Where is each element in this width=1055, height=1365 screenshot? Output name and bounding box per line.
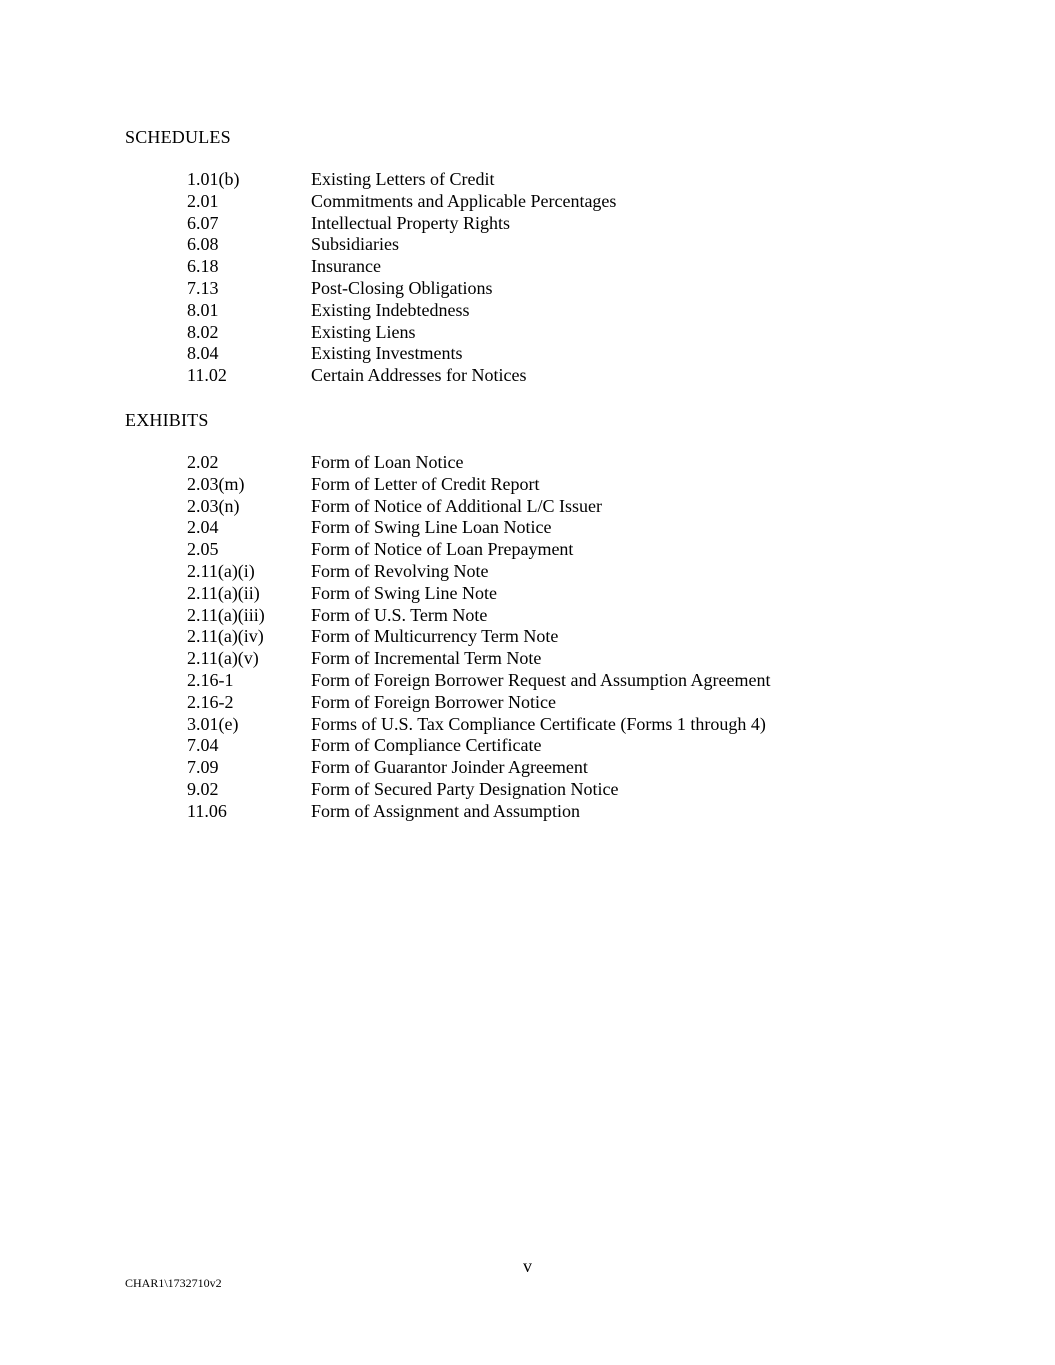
- exhibit-entry-title: Form of Foreign Borrower Notice: [311, 691, 556, 712]
- schedule-entry-number: 8.01: [187, 299, 219, 320]
- schedule-entry-title: Certain Addresses for Notices: [311, 365, 527, 386]
- schedule-entry-number: 11.02: [187, 365, 227, 386]
- schedule-entry-number: 6.08: [187, 234, 219, 255]
- exhibit-entry-number: 9.02: [187, 778, 219, 799]
- exhibit-entry-title: Form of Revolving Note: [311, 560, 489, 581]
- exhibit-entry-title: Form of Secured Party Designation Notice: [311, 778, 619, 799]
- exhibit-entry-title: Form of Compliance Certificate: [311, 735, 542, 756]
- schedule-entry-number: 2.01: [187, 190, 219, 211]
- exhibit-entry-number: 2.02: [187, 452, 219, 472]
- exhibit-entry-title: Form of Multicurrency Term Note: [311, 626, 559, 647]
- schedule-entry-title: Subsidiaries: [311, 234, 399, 255]
- exhibit-entry-title: Form of Notice of Loan Prepayment: [311, 539, 574, 560]
- exhibit-entry-title: Form of Swing Line Loan Notice: [311, 517, 552, 538]
- exhibit-entry-title: Form of Loan Notice: [311, 452, 464, 472]
- exhibit-entry-title: Form of Notice of Additional L/C Issuer: [311, 495, 602, 516]
- schedule-entry-title: Post-Closing Obligations: [311, 277, 493, 298]
- schedule-entry-number: 8.04: [187, 343, 219, 364]
- schedule-entry-number: 6.18: [187, 256, 219, 277]
- exhibit-entry-title: Form of Swing Line Note: [311, 582, 497, 603]
- exhibit-entry-number: 2.16-1: [187, 669, 234, 690]
- exhibit-entry-number: 2.03(m): [187, 473, 245, 494]
- schedule-entry-title: Existing Indebtedness: [311, 299, 470, 320]
- schedule-entry-title: Insurance: [311, 256, 381, 277]
- exhibit-entry-number: 2.11(a)(iii): [187, 604, 265, 625]
- exhibit-entry-number: 2.16-2: [187, 691, 234, 712]
- schedule-entry-number: 8.02: [187, 321, 219, 342]
- exhibit-entry-title: Form of U.S. Term Note: [311, 604, 488, 625]
- schedule-entry-title: Intellectual Property Rights: [311, 212, 510, 233]
- schedule-entry-title: Existing Liens: [311, 321, 416, 342]
- exhibit-entry-title: Form of Letter of Credit Report: [311, 473, 540, 494]
- exhibit-entry-title: Form of Guarantor Joinder Agreement: [311, 757, 588, 778]
- schedule-entry-title: Existing Letters of Credit: [311, 169, 495, 189]
- schedules-heading: SCHEDULES: [125, 127, 231, 147]
- exhibit-entry-title: Form of Incremental Term Note: [311, 648, 542, 669]
- exhibit-entry-number: 2.03(n): [187, 495, 240, 516]
- exhibit-entry-number: 2.11(a)(iv): [187, 626, 264, 647]
- exhibit-entry-number: 2.11(a)(v): [187, 648, 259, 669]
- document-id: CHAR1\1732710v2: [125, 1276, 222, 1290]
- exhibit-entry-number: 11.06: [187, 800, 227, 821]
- page-number: v: [523, 1256, 532, 1276]
- schedule-entry-number: 7.13: [187, 277, 219, 298]
- exhibit-entry-number: 7.09: [187, 757, 219, 778]
- exhibit-entry-number: 3.01(e): [187, 713, 239, 734]
- schedule-entry-title: Commitments and Applicable Percentages: [311, 190, 617, 211]
- schedule-entry-number: 1.01(b): [187, 169, 240, 189]
- exhibit-entry-title: Form of Foreign Borrower Request and Assumption Agreement: [311, 669, 771, 690]
- schedule-entry-title: Existing Investments: [311, 343, 463, 364]
- exhibit-entry-number: 2.05: [187, 539, 219, 560]
- exhibit-entry-number: 2.11(a)(i): [187, 560, 255, 581]
- exhibit-entry-title: Forms of U.S. Tax Compliance Certificate (Forms 1 through 4): [311, 713, 766, 734]
- exhibit-entry-number: 7.04: [187, 735, 219, 756]
- exhibits-heading: EXHIBITS: [125, 410, 209, 430]
- exhibit-entry-number: 2.04: [187, 517, 219, 538]
- schedule-entry-number: 6.07: [187, 212, 219, 233]
- exhibit-entry-title: Form of Assignment and Assumption: [311, 800, 581, 821]
- exhibit-entry-number: 2.11(a)(ii): [187, 582, 260, 603]
